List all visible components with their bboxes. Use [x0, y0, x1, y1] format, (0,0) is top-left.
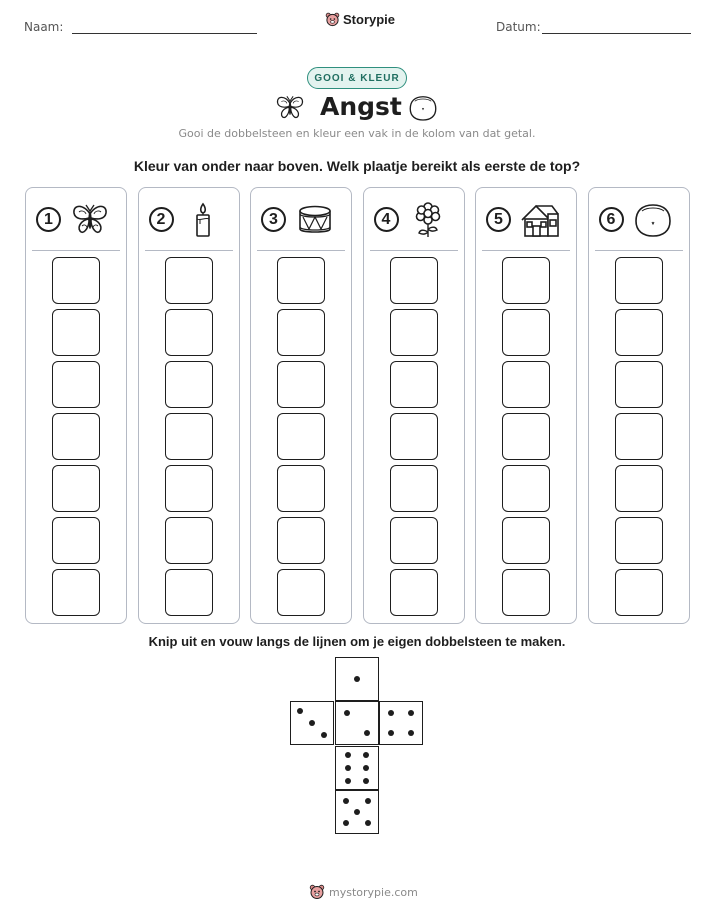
column-divider	[257, 250, 345, 251]
die-pip	[363, 778, 369, 784]
face-icon	[408, 94, 438, 122]
die-pip	[344, 710, 350, 716]
column-divider	[145, 250, 233, 251]
race-column-4	[363, 187, 465, 624]
die-face-6	[335, 746, 379, 790]
race-column-5	[475, 187, 577, 624]
race-column-2	[138, 187, 240, 624]
footer-url: mystorypie.com	[329, 885, 418, 899]
bear-logo-icon	[309, 884, 325, 900]
column-number: 6	[599, 207, 624, 232]
color-box	[390, 361, 438, 408]
color-box	[390, 413, 438, 460]
column-number: 4	[374, 207, 399, 232]
color-box	[165, 517, 213, 564]
die-face-3	[290, 701, 334, 745]
color-box	[277, 413, 325, 460]
column-header	[139, 188, 239, 250]
die-pip	[345, 765, 351, 771]
instruction-top: Kleur van onder naar boven. Welk plaatje bereikt als eerste de top?	[133, 158, 581, 174]
color-box	[615, 257, 663, 304]
column-divider	[595, 250, 683, 251]
subtitle: Gooi de dobbelsteen en kleur een vak in de kolom van dat getal.	[178, 127, 536, 140]
color-box	[615, 569, 663, 616]
butterfly-icon	[274, 94, 306, 122]
color-box	[52, 257, 100, 304]
color-box	[165, 569, 213, 616]
column-number: 3	[261, 207, 286, 232]
color-box	[502, 309, 550, 356]
color-box	[165, 257, 213, 304]
color-box	[502, 413, 550, 460]
date-line	[542, 33, 691, 34]
candle-icon	[183, 202, 223, 238]
die-pip	[363, 765, 369, 771]
date-label: Datum:	[496, 20, 541, 34]
face-icon	[633, 202, 673, 238]
instruction-bottom: Knip uit en vouw langs de lijnen om je eigen dobbelsteen te maken.	[148, 634, 566, 649]
color-box	[52, 413, 100, 460]
footer	[309, 884, 418, 900]
race-column-3	[250, 187, 352, 624]
die-pip	[343, 820, 349, 826]
color-box	[390, 465, 438, 512]
column-header	[364, 188, 464, 250]
flower-icon	[408, 202, 448, 238]
color-box	[165, 361, 213, 408]
color-box	[165, 465, 213, 512]
color-box	[277, 569, 325, 616]
die-pip	[388, 730, 394, 736]
color-box	[277, 517, 325, 564]
die-pip	[309, 720, 315, 726]
color-box	[502, 465, 550, 512]
die-pip	[408, 730, 414, 736]
column-divider	[370, 250, 458, 251]
color-box	[277, 309, 325, 356]
brand-logo	[325, 12, 395, 27]
die-pip	[297, 708, 303, 714]
house-icon	[520, 202, 560, 238]
die-pip	[365, 820, 371, 826]
color-box	[502, 569, 550, 616]
die-pip	[343, 798, 349, 804]
color-box	[52, 517, 100, 564]
color-box	[52, 361, 100, 408]
butterfly-icon	[70, 202, 110, 238]
brand-name: Storypie	[343, 12, 396, 27]
name-line	[72, 33, 257, 34]
color-box	[615, 517, 663, 564]
color-box	[615, 361, 663, 408]
color-box	[52, 309, 100, 356]
column-divider	[32, 250, 120, 251]
column-number: 1	[36, 207, 61, 232]
color-box	[277, 257, 325, 304]
column-divider	[482, 250, 570, 251]
name-label: Naam:	[24, 20, 64, 34]
color-box	[390, 309, 438, 356]
color-box	[390, 257, 438, 304]
color-box	[165, 413, 213, 460]
color-box	[502, 517, 550, 564]
die-pip	[363, 752, 369, 758]
die-face-1	[335, 657, 379, 701]
race-column-1	[25, 187, 127, 624]
color-box	[52, 465, 100, 512]
color-box	[502, 361, 550, 408]
activity-badge: GOOI & KLEUR	[307, 67, 407, 89]
die-pip	[408, 710, 414, 716]
die-pip	[354, 676, 360, 682]
column-number: 5	[486, 207, 511, 232]
color-box	[390, 517, 438, 564]
column-header	[476, 188, 576, 250]
die-pip	[321, 732, 327, 738]
page-title: Angst	[320, 92, 402, 121]
race-column-6	[588, 187, 690, 624]
drum-icon	[295, 202, 335, 238]
column-number: 2	[149, 207, 174, 232]
die-face-4	[379, 701, 423, 745]
die-face-5	[335, 790, 379, 834]
die-pip	[364, 730, 370, 736]
die-pip	[388, 710, 394, 716]
color-box	[165, 309, 213, 356]
column-header	[251, 188, 351, 250]
column-header	[26, 188, 126, 250]
die-pip	[365, 798, 371, 804]
color-box	[277, 465, 325, 512]
color-box	[502, 257, 550, 304]
bear-logo-icon	[325, 12, 340, 27]
color-box	[615, 309, 663, 356]
title-row	[270, 92, 444, 124]
color-box	[390, 569, 438, 616]
die-pip	[345, 752, 351, 758]
color-box	[277, 361, 325, 408]
color-box	[615, 413, 663, 460]
color-box	[615, 465, 663, 512]
color-box	[52, 569, 100, 616]
column-header	[589, 188, 689, 250]
die-pip	[345, 778, 351, 784]
die-face-2	[335, 701, 379, 745]
die-pip	[354, 809, 360, 815]
